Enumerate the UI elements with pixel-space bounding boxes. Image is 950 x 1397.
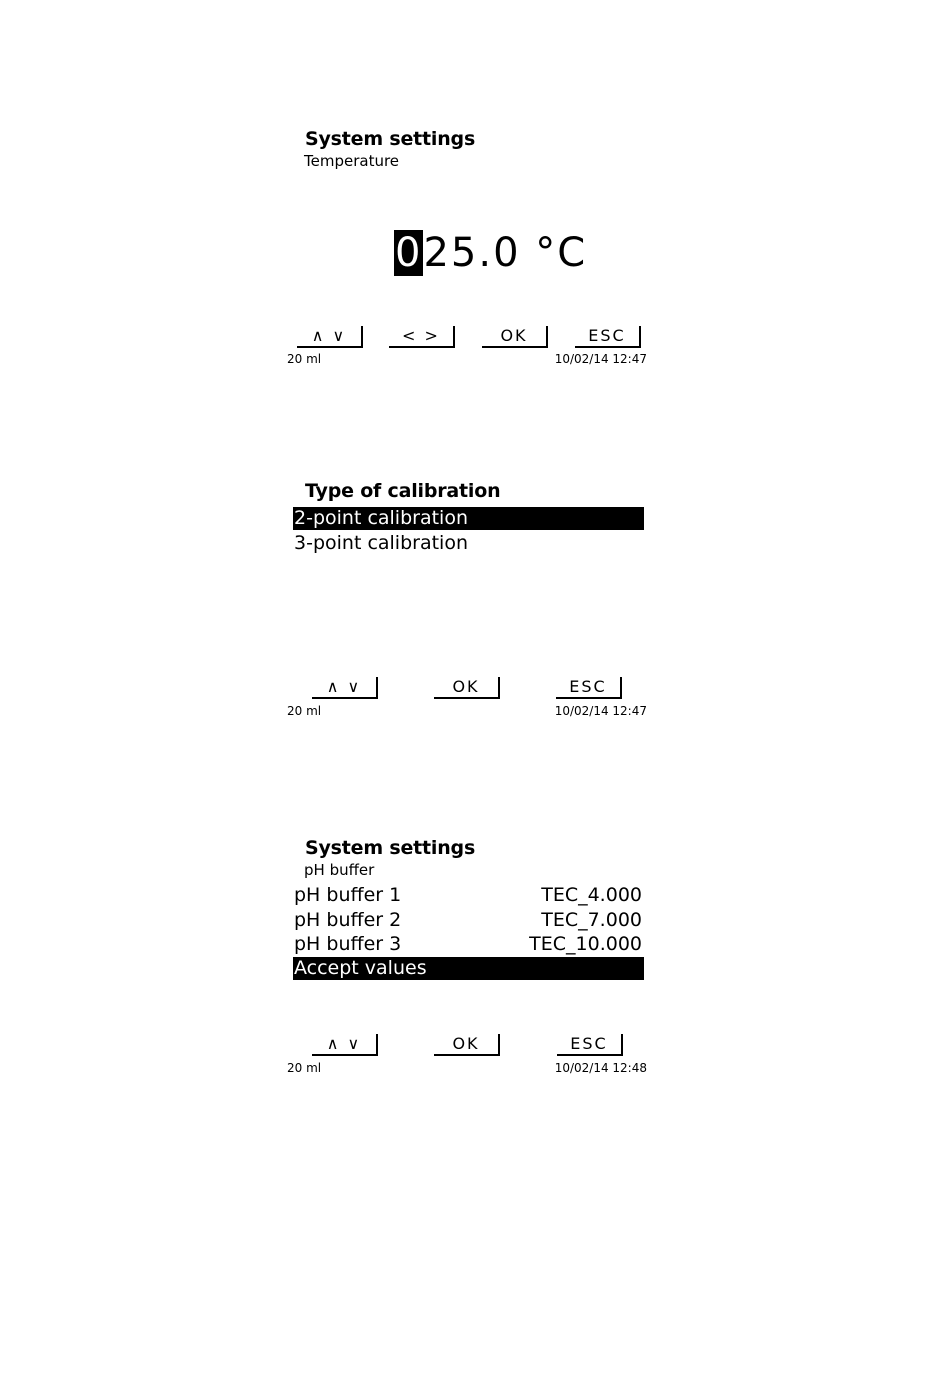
esc-softkey[interactable]: ESC [575, 326, 641, 348]
temperature-input[interactable] [394, 230, 587, 276]
datetime: 10/02/14 12:48 [554, 1061, 647, 1075]
ph-buffer-2-row[interactable]: pH buffer 2 TEC_7.000 [294, 909, 642, 931]
ok-softkey[interactable]: OK [434, 677, 500, 699]
ph-buffer-1-row[interactable]: pH buffer 1 TEC_4.000 [294, 884, 642, 906]
left-right-softkey[interactable]: < > [389, 326, 455, 348]
temperature-screen [285, 120, 650, 420]
screen-subtitle: Temperature [304, 152, 400, 170]
volume-indicator: 20 ml [287, 704, 322, 718]
datetime: 10/02/14 12:47 [554, 704, 647, 718]
up-down-softkey[interactable]: ∧ ∨ [297, 326, 363, 348]
calibration-type-screen [285, 472, 650, 772]
ph-buffer-3-row[interactable]: pH buffer 3 TEC_10.000 [294, 933, 642, 955]
screen-title: System settings [305, 837, 476, 859]
volume-indicator: 20 ml [287, 352, 322, 366]
option-3-point-calibration[interactable]: 3-point calibration [294, 532, 468, 554]
esc-softkey[interactable]: ESC [557, 1034, 623, 1056]
esc-softkey[interactable]: ESC [556, 677, 622, 699]
option-2-point-calibration[interactable]: 2-point calibration [293, 507, 644, 530]
up-down-softkey[interactable]: ∧ ∨ [312, 1034, 378, 1056]
volume-indicator: 20 ml [287, 1061, 322, 1075]
up-down-softkey[interactable]: ∧ ∨ [312, 677, 378, 699]
ok-softkey[interactable]: OK [434, 1034, 500, 1056]
screen-title: Type of calibration [305, 480, 501, 502]
datetime: 10/02/14 12:47 [554, 352, 647, 366]
screen-title: System settings [305, 128, 476, 150]
temperature-value: 25.0 °C [423, 230, 588, 276]
ph-buffer-screen [285, 829, 650, 1129]
edit-cursor-digit[interactable]: 0 [395, 230, 423, 276]
ok-softkey[interactable]: OK [482, 326, 548, 348]
accept-values-row[interactable]: Accept values [293, 957, 644, 980]
screen-subtitle: pH buffer [304, 861, 375, 879]
